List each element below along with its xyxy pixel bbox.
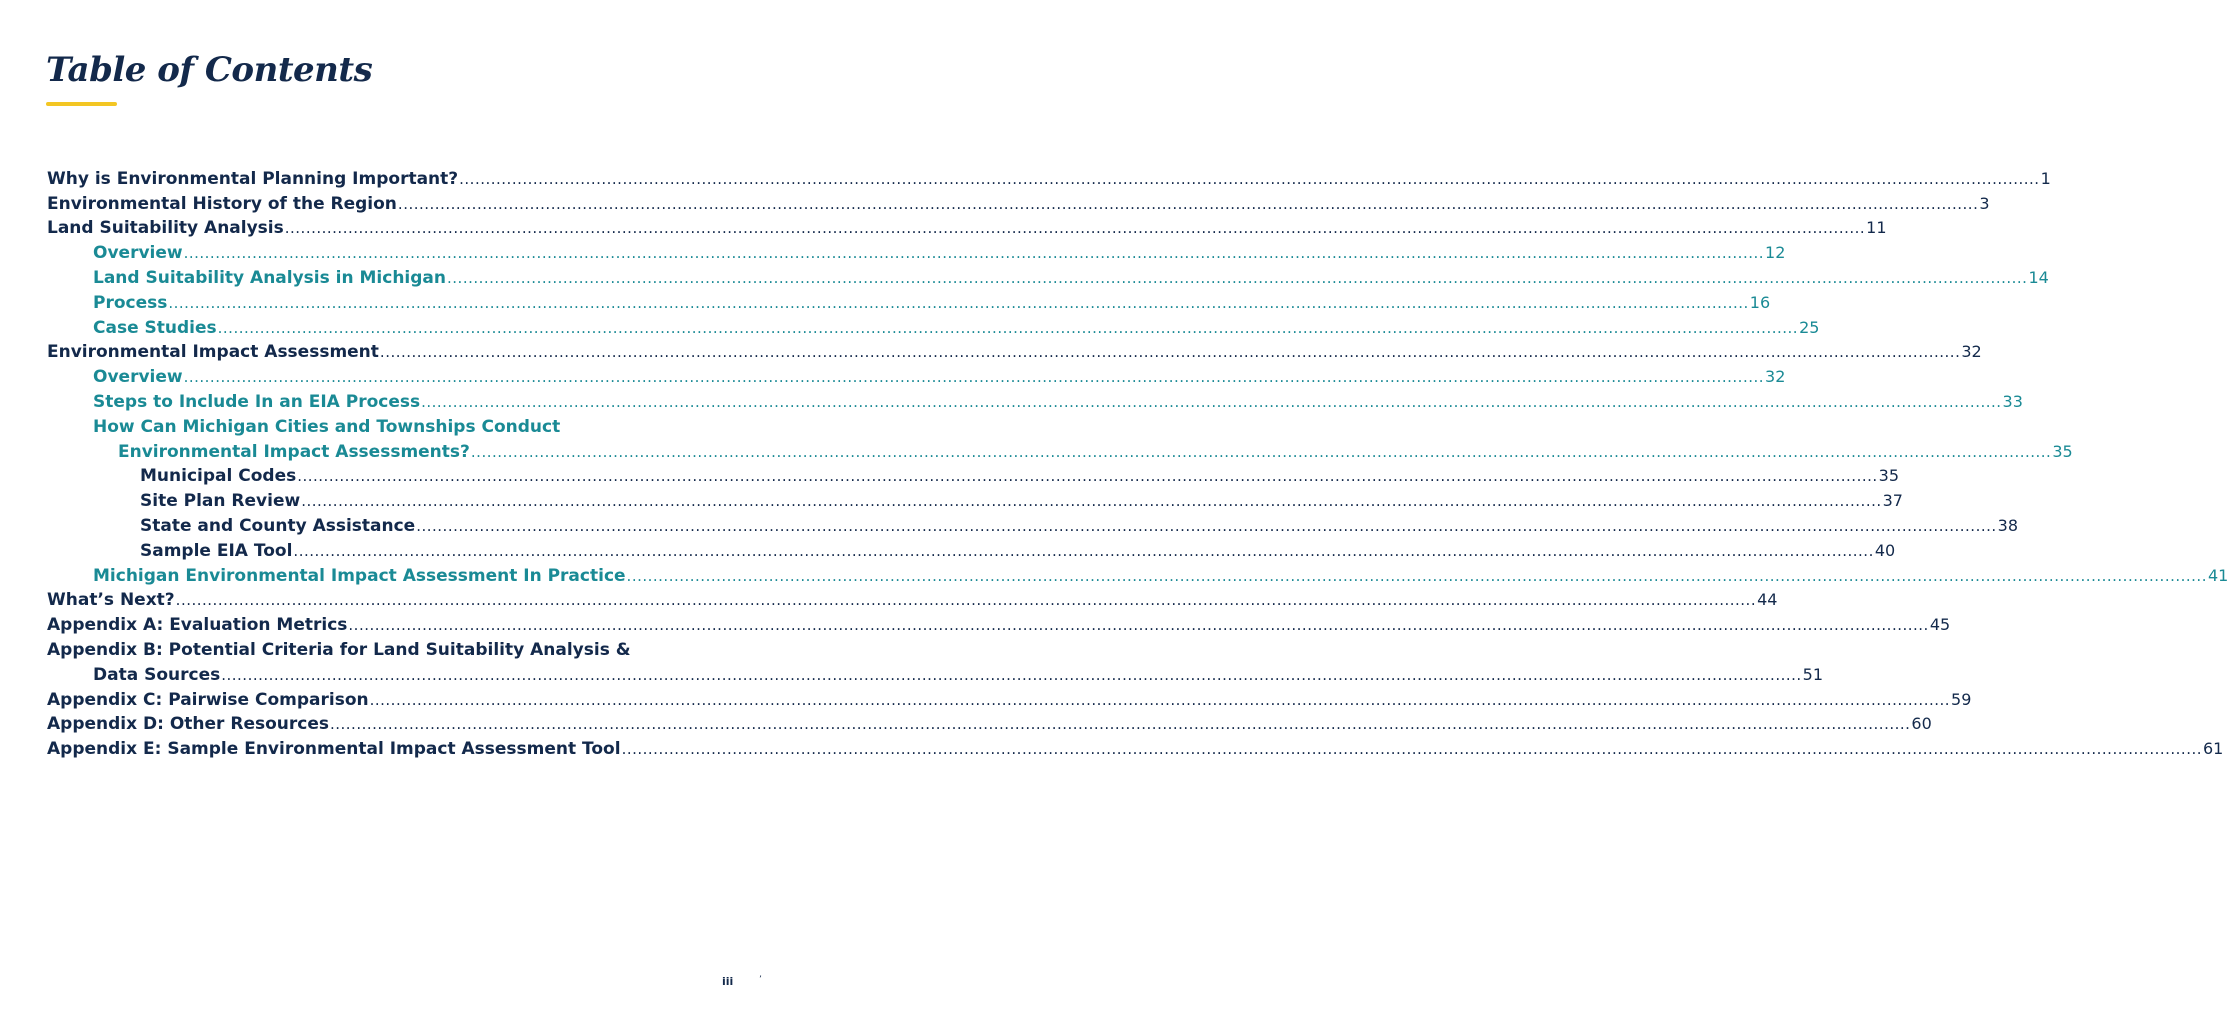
- toc-entry[interactable]: [0, 611, 1951, 636]
- toc-entry-page: 32: [1765, 367, 1786, 387]
- toc-entry-page: 41: [2207, 565, 2228, 585]
- toc-entry-label: Municipal Codes: [140, 466, 297, 487]
- toc-entry-label: Appendix D: Other Resources: [47, 714, 329, 735]
- page-number: iii: [722, 975, 734, 988]
- dot-leader: ............................................................................................................................................................................................................................................................................................................: [348, 616, 1929, 635]
- toc-entry[interactable]: [0, 438, 2073, 463]
- toc-entry[interactable]: [0, 463, 1899, 488]
- toc-entry-label: Appendix A: Evaluation Metrics: [47, 615, 348, 636]
- toc-entry[interactable]: [0, 661, 1824, 686]
- toc-entry[interactable]: [0, 314, 1820, 339]
- toc-entry[interactable]: [0, 711, 1932, 736]
- dot-leader: ............................................................................................................................................................................................................................................................................................................: [217, 318, 1799, 337]
- toc-entry-page: 51: [1802, 664, 1824, 684]
- page-title: Table of Contents: [46, 50, 373, 90]
- toc-entry[interactable]: [0, 636, 791, 661]
- toc-entry-label: Steps to Include In an EIA Process: [93, 391, 421, 412]
- table-of-contents: [0, 165, 2228, 760]
- dot-leader: ............................................................................................................................................................................................................................................................................................................: [183, 244, 1765, 263]
- dot-leader: ............................................................................................................................................................................................................................................................................................................: [329, 715, 1911, 734]
- dot-leader: ............................................................................................................................................................................................................................................................................................................: [470, 442, 2052, 461]
- toc-entry[interactable]: [0, 735, 2224, 760]
- toc-entry[interactable]: [0, 413, 791, 438]
- toc-entry-page: 44: [1757, 590, 1778, 610]
- dot-leader: ............................................................................................................................................................................................................................................................................................................: [369, 690, 1951, 709]
- toc-entry-page: 38: [1997, 515, 2018, 535]
- toc-entry-page: 35: [1878, 466, 1899, 486]
- toc-entry-page: 61: [2203, 739, 2224, 759]
- toc-entry-label: Michigan Environmental Impact Assessment In Practice: [93, 565, 626, 586]
- toc-entry-label: How Can Michigan Cities and Townships Conduct: [93, 416, 561, 437]
- toc-entry-label: Overview: [93, 243, 183, 264]
- toc-entry-label: Land Suitability Analysis in Michigan: [93, 267, 447, 288]
- toc-entry[interactable]: [0, 339, 1982, 364]
- dot-leader: ............................................................................................................................................................................................................................................................................................................: [168, 293, 1749, 312]
- dot-leader: ............................................................................................................................................................................................................................................................................................................: [301, 492, 1882, 511]
- toc-entry-label: Appendix B: Potential Criteria for Land Suitability Analysis &: [47, 639, 631, 660]
- toc-entry[interactable]: [0, 264, 2049, 289]
- dot-leader: ............................................................................................................................................................................................................................................................................................................: [221, 665, 1802, 684]
- toc-entry-page: 11: [1866, 218, 1887, 238]
- toc-entry-label: Environmental Impact Assessments?: [118, 441, 470, 462]
- toc-entry[interactable]: [0, 512, 2018, 537]
- toc-entry-page: 32: [1961, 342, 1982, 362]
- toc-entry-label: Land Suitability Analysis: [47, 218, 284, 239]
- toc-entry-label: Appendix E: Sample Environmental Impact Assessment Tool: [47, 739, 621, 760]
- toc-entry-label: Environmental Impact Assessment: [47, 342, 379, 363]
- toc-entry-page: 37: [1882, 491, 1903, 511]
- toc-entry-page: 33: [2002, 391, 2023, 411]
- toc-entry-page: 40: [1874, 540, 1896, 560]
- toc-entry-label: Case Studies: [93, 317, 217, 338]
- dot-leader: ............................................................................................................................................................................................................................................................................................................: [416, 516, 1997, 535]
- toc-entry-label: Process: [93, 292, 168, 313]
- toc-entry[interactable]: [0, 165, 2051, 190]
- toc-entry-page: 16: [1749, 292, 1771, 312]
- toc-entry-label: Why is Environmental Planning Important?: [47, 168, 459, 189]
- toc-entry-page: 1: [2040, 168, 2051, 188]
- toc-entry-page: 12: [1765, 243, 1786, 263]
- toc-entry[interactable]: [0, 587, 1778, 612]
- dot-leader: ............................................................................................................................................................................................................................................................................................................: [183, 368, 1765, 387]
- dot-leader: ............................................................................................................................................................................................................................................................................................................: [447, 268, 2028, 287]
- dot-leader: ............................................................................................................................................................................................................................................................................................................: [284, 219, 1866, 238]
- dot-leader: ............................................................................................................................................................................................................................................................................................................: [175, 591, 1757, 610]
- toc-entry[interactable]: [0, 487, 1903, 512]
- dot-leader: ............................................................................................................................................................................................................................................................................................................: [297, 467, 1878, 486]
- dot-leader: ............................................................................................................................................................................................................................................................................................................: [293, 541, 1874, 560]
- dot-leader: ............................................................................................................................................................................................................................................................................................................: [626, 566, 2207, 585]
- dot-leader: ............................................................................................................................................................................................................................................................................................................: [621, 740, 2202, 759]
- toc-entry[interactable]: [0, 363, 1786, 388]
- toc-entry[interactable]: [0, 562, 2228, 587]
- toc-entry-page: 25: [1799, 317, 1820, 337]
- footer-mark: ’: [759, 975, 762, 985]
- dot-leader: ............................................................................................................................................................................................................................................................................................................: [421, 392, 2002, 411]
- toc-entry-page: 60: [1911, 714, 1932, 734]
- toc-entry-page: 59: [1951, 689, 1972, 709]
- toc-entry[interactable]: [0, 239, 1786, 264]
- toc-entry[interactable]: [0, 388, 2023, 413]
- toc-entry-label: Site Plan Review: [140, 491, 301, 512]
- toc-entry-page: 35: [2052, 441, 2073, 461]
- toc-entry-page: 3: [1979, 193, 1990, 213]
- dot-leader: ............................................................................................................................................................................................................................................................................................................: [397, 194, 1979, 213]
- toc-entry[interactable]: [0, 190, 1990, 215]
- title-underline: [46, 102, 117, 106]
- toc-entry-label: Data Sources: [93, 664, 221, 685]
- toc-entry[interactable]: [0, 686, 1972, 711]
- toc-entry-label: Environmental History of the Region: [47, 193, 397, 214]
- toc-entry-label: Appendix C: Pairwise Comparison: [47, 689, 369, 710]
- toc-entry[interactable]: [0, 215, 1887, 240]
- toc-entry-label: What’s Next?: [47, 590, 175, 611]
- toc-entry[interactable]: [0, 537, 1896, 562]
- toc-entry-label: Sample EIA Tool: [140, 540, 293, 561]
- dot-leader: ............................................................................................................................................................................................................................................................................................................: [459, 169, 2040, 188]
- toc-entry-page: 14: [2028, 267, 2049, 287]
- toc-entry-page: 45: [1929, 615, 1951, 635]
- toc-entry-label: Overview: [93, 367, 183, 388]
- toc-entry-label: State and County Assistance: [140, 515, 416, 536]
- dot-leader: ............................................................................................................................................................................................................................................................................................................: [379, 343, 1961, 362]
- toc-entry[interactable]: [0, 289, 1771, 314]
